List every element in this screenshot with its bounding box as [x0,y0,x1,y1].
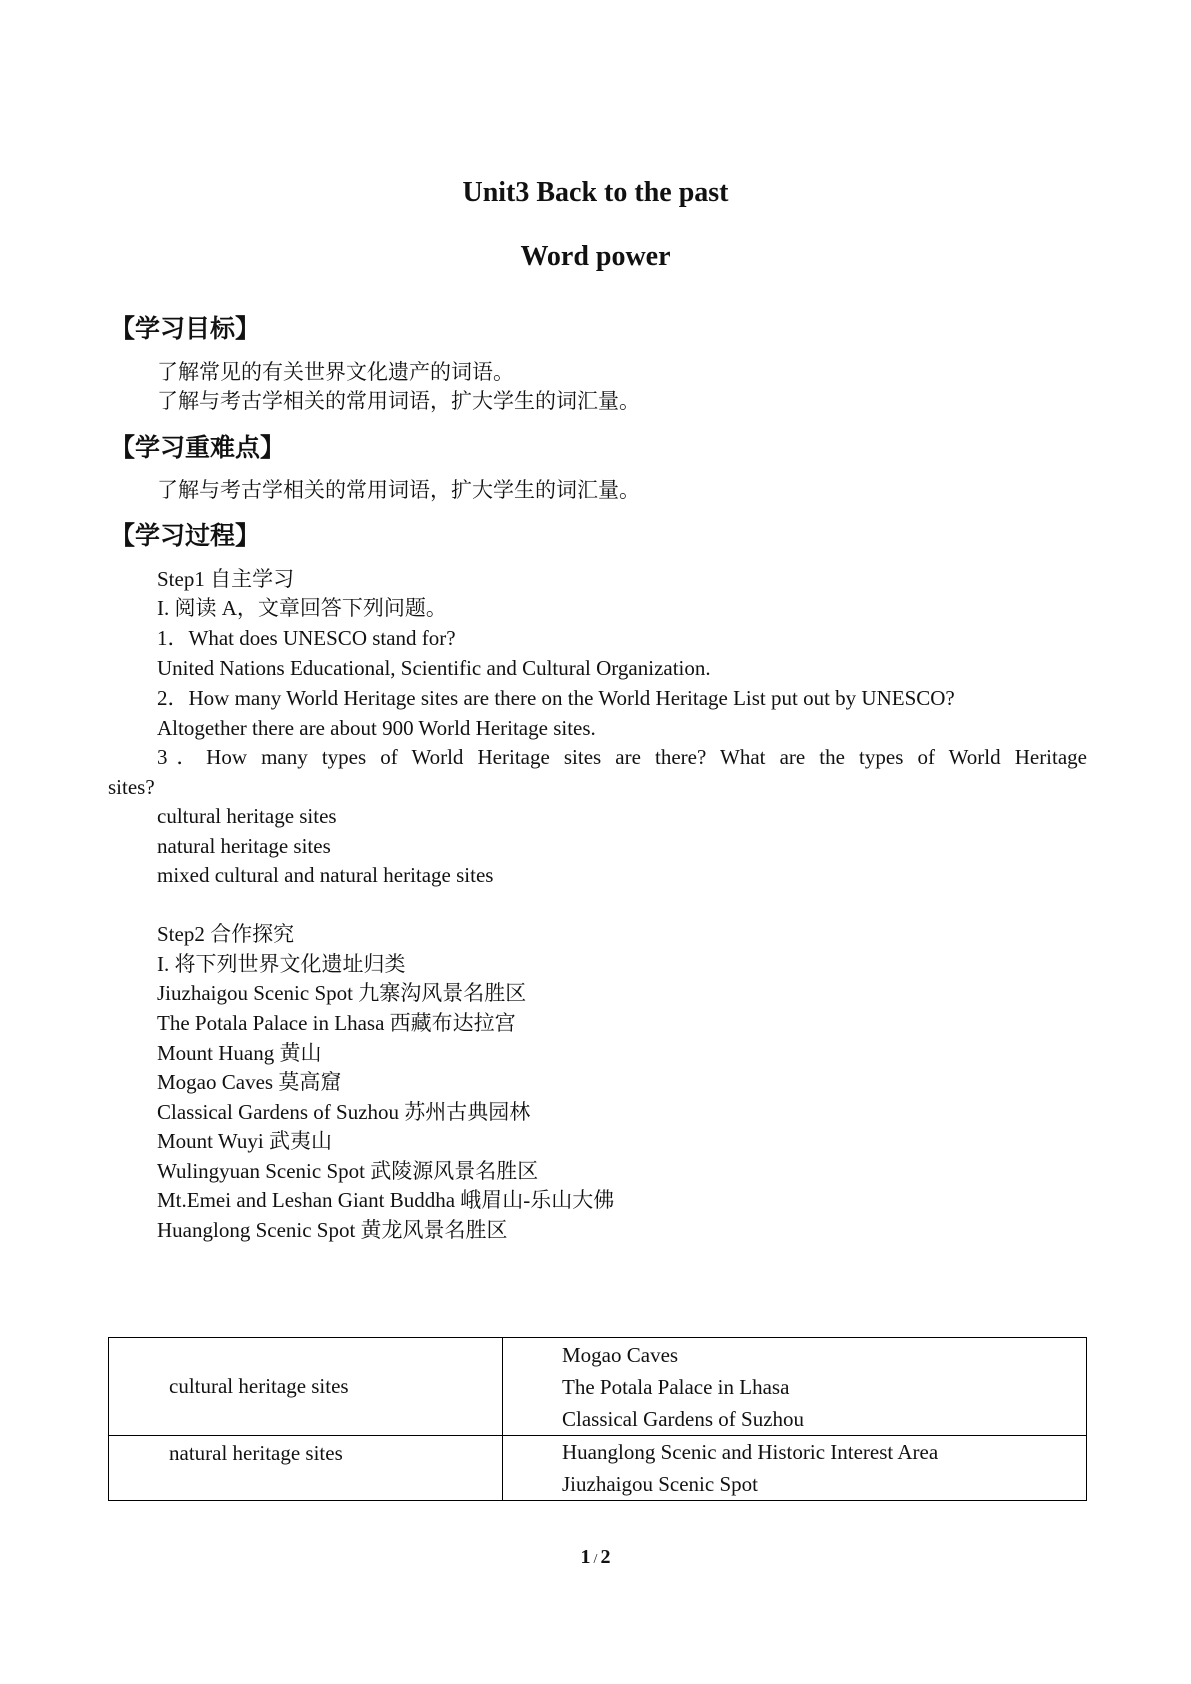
table-item: Mogao Caves [562,1342,679,1367]
step2-title: Step2 合作探究 [157,922,295,946]
step1-title: Step1 自主学习 [157,567,295,591]
site-item: Mogao Caves 莫高窟 [157,1070,342,1094]
table-item: The Potala Palace in Lhasa [562,1374,790,1399]
site-item: Classical Gardens of Suzhou 苏州古典园林 [157,1100,531,1124]
document-subtitle: Word power [520,241,671,272]
objective-line: 了解常见的有关世界文化遗产的词语。 [157,360,514,384]
page-separator: / [593,1552,598,1567]
objective-line: 了解与考古学相关的常用词语，扩大学生的词汇量。 [157,389,640,413]
answer-2: Altogether there are about 900 World Heritage sites. [157,716,596,740]
items-cell [503,1436,1087,1501]
question-2: 2．How many World Heritage sites are there on the World Heritage List put out by UNESCO? [157,686,955,710]
key-point-line: 了解与考古学相关的常用词语，扩大学生的词汇量。 [157,478,640,502]
page-total: 2 [600,1546,611,1568]
table-item: Jiuzhaigou Scenic Spot [562,1472,758,1496]
question-3: 3．How many types of World Heritage sites are there? What are the types of World Heritage [157,745,1087,769]
step2-instruction: I. 将下列世界文化遗址归类 [157,952,406,976]
category-cell: cultural heritage sites [109,1338,503,1436]
answer-3-item: mixed cultural and natural heritage sites [157,863,494,887]
table-row [109,1338,1087,1436]
question-1: 1．What does UNESCO stand for? [157,626,456,650]
process-heading: 【学习过程】 [110,521,261,550]
site-item: Mt.Emei and Leshan Giant Buddha 峨眉山-乐山大佛 [157,1188,615,1212]
step1-instruction: I. 阅读 A，文章回答下列问题。 [157,596,447,620]
answer-3-item: natural heritage sites [157,834,331,858]
site-item: Wulingyuan Scenic Spot 武陵源风景名胜区 [157,1159,539,1183]
document-title: Unit3 Back to the past [462,177,729,208]
table-item: Huanglong Scenic and Historic Interest Area [562,1440,939,1464]
items-cell [503,1338,1087,1436]
category-cell: natural heritage sites [109,1436,503,1501]
site-item: Jiuzhaigou Scenic Spot 九寨沟风景名胜区 [157,981,527,1005]
site-item: Mount Huang 黄山 [157,1041,322,1065]
site-item: Mount Wuyi 武夷山 [157,1129,332,1153]
heritage-classification-table [108,1337,1087,1501]
answer-1: United Nations Educational, Scientific and Cultural Organization. [157,656,711,680]
site-item: The Potala Palace in Lhasa 西藏布达拉宫 [157,1011,516,1035]
question-3-continued: sites? [108,775,155,799]
table-row [109,1436,1087,1501]
objectives-heading: 【学习目标】 [110,314,261,343]
page-current: 1 [580,1546,591,1568]
page-number [0,1546,1191,1569]
key-points-heading: 【学习重难点】 [110,433,286,462]
table-item: Classical Gardens of Suzhou [562,1406,805,1431]
site-item: Huanglong Scenic Spot 黄龙风景名胜区 [157,1218,508,1242]
answer-3-item: cultural heritage sites [157,804,337,828]
